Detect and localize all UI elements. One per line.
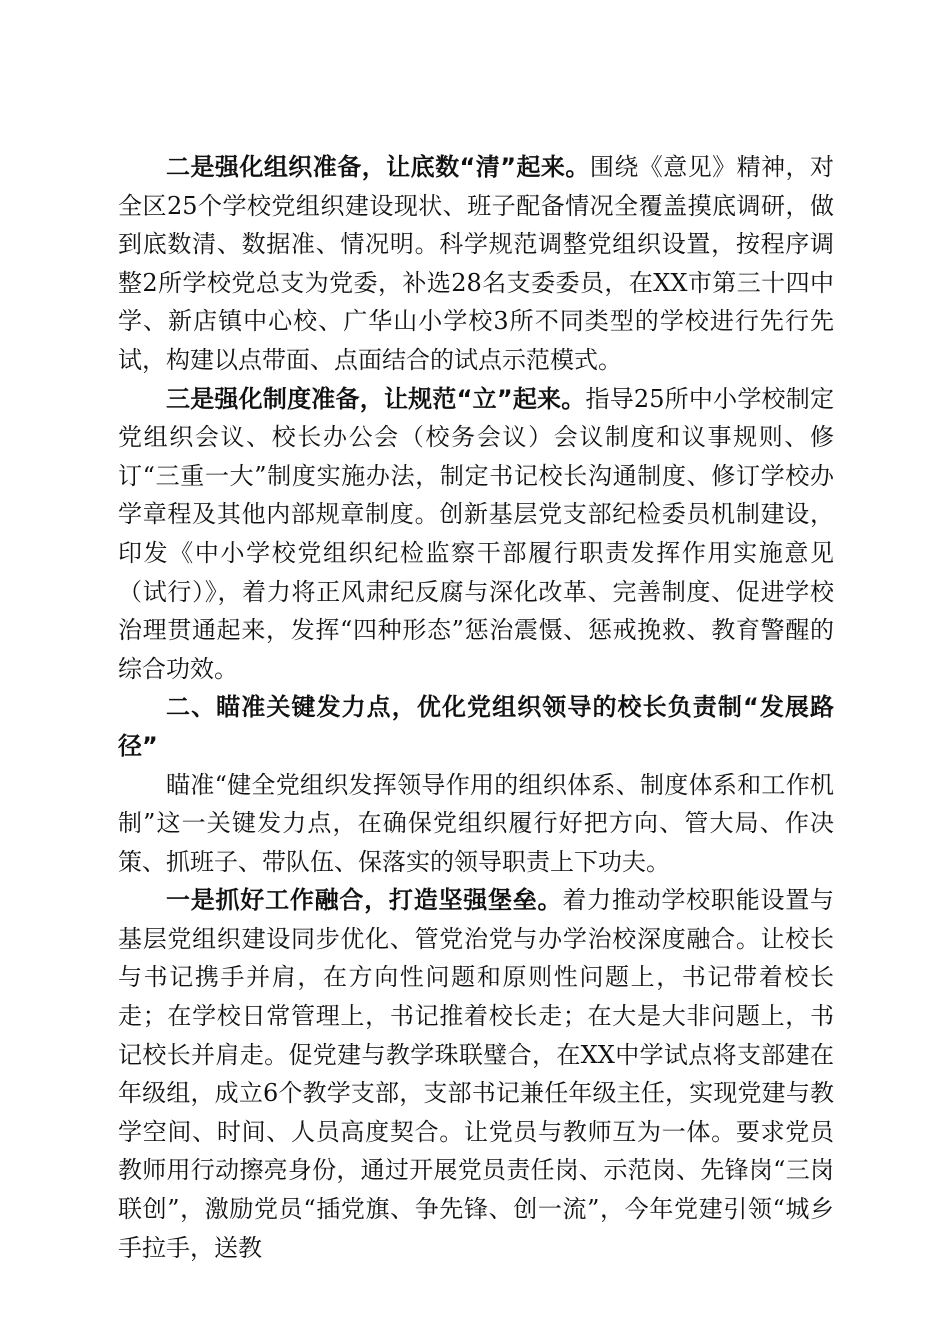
section-heading-two	[118, 688, 834, 765]
paragraph-organization-preparation	[118, 148, 834, 380]
document-body	[118, 148, 834, 1267]
paragraph-key-point-intro	[118, 766, 834, 882]
paragraph-lead: 三是强化制度准备，让规范“立”起来。	[166, 384, 586, 413]
paragraph-text: 瞄准“健全党组织发挥领导作用的组织体系、制度体系和工作机制”这一关键发力点，在确保党组织履行好把方向、管大局、作决策、抓班子、带队伍、保落实的领导职责上下功夫。	[118, 770, 834, 876]
paragraph-lead: 一是抓好工作融合，打造坚强堡垒。	[166, 886, 563, 915]
paragraph-system-preparation	[118, 380, 834, 689]
paragraph-lead: 二是强化组织准备，让底数“清”起来。	[166, 153, 590, 181]
paragraph-work-integration	[118, 881, 834, 1267]
section-heading-text: 二、瞄准关键发力点，优化党组织领导的校长负责制“发展路径”	[118, 693, 834, 760]
paragraph-text: 指导25所中小学校制定党组织会议、校长办公会（校务会议）会议制度和议事规则、修订“三重一大”制度实施办法，制定书记校长沟通制度、修订学校办学章程及其他内部规章制度。创新基层党支部纪检委员机制建设，印发《中小学校党组织纪检监察干部履行职责发挥作用实施意见（试行）》，着力将正风肃纪反腐与深化改革、完善制度、促进学校治理贯通起来，发挥“四种形态”惩治震慑、惩戒挽救、教育警醒的综合功效。	[118, 384, 834, 683]
paragraph-text: 围绕《意见》精神，对全区25个学校党组织建设现状、班子配备情况全覆盖摸底调研，做到底数清、数据准、情况明。科学规范调整党组织设置，按程序调整2所学校党总支为党委，补选28名支委委员，在XX市第三十四中学、新店镇中心校、广华山小学校3所不同类型的学校进行先行先试，构建以点带面、点面结合的试点示范模式。	[118, 153, 835, 374]
paragraph-text: 着力推动学校职能设置与基层党组织建设同步优化、管党治党与办学治校深度融合。让校长与书记携手并肩，在方向性问题和原则性问题上，书记带着校长走；在学校日常管理上，书记推着校长走；在大是大非问题上，书记校长并肩走。促党建与教学珠联璧合，在XX中学试点将支部建在年级组，成立6个教学支部，支部书记兼任年级主任，实现党建与教学空间、时间、人员高度契合。让党员与教师互为一体。要求党员教师用行动擦亮身份，通过开展党员责任岗、示范岗、先锋岗“三岗联创”，激励党员“插党旗、争先锋、创一流”，今年党建引领“城乡手拉手，送教	[118, 886, 835, 1262]
